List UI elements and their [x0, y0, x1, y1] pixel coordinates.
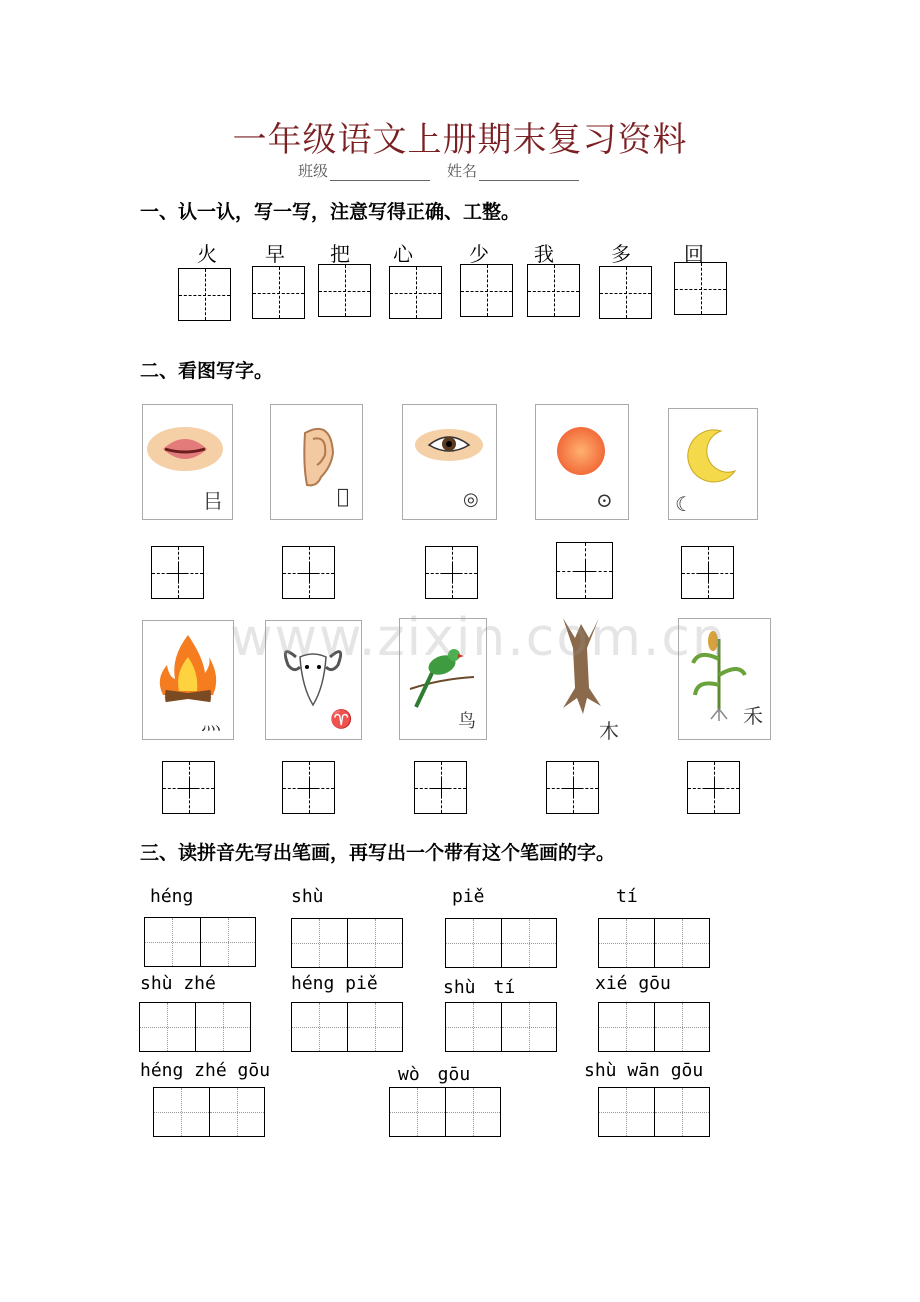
pinyin-label: héng zhé gōu — [140, 1060, 271, 1081]
section1-heading: 一、认一认，写一写，注意写得正确、工整。 — [140, 201, 521, 223]
char-5: 少 — [469, 242, 489, 266]
writing-box[interactable] — [252, 266, 305, 319]
svg-text:鸟: 鸟 — [458, 711, 476, 732]
writing-box[interactable] — [389, 266, 442, 319]
class-field — [298, 160, 430, 181]
picture-card-eye — [402, 404, 497, 520]
answer-box[interactable] — [162, 761, 215, 814]
stroke-writing-grid[interactable] — [598, 918, 710, 968]
stroke-writing-grid[interactable] — [144, 917, 256, 967]
char-2: 早 — [265, 242, 285, 266]
char-7: 多 — [611, 242, 631, 266]
writing-box[interactable] — [674, 262, 727, 315]
stroke-writing-grid[interactable] — [139, 1002, 251, 1052]
answer-box[interactable] — [282, 761, 335, 814]
svg-text:𠃎: 𠃎 — [337, 484, 350, 508]
pinyin-label: tí — [616, 886, 638, 907]
answer-box[interactable] — [151, 546, 204, 599]
char-4: 心 — [393, 242, 413, 266]
pinyin-label: shù zhé — [140, 973, 216, 994]
answer-box[interactable] — [414, 761, 467, 814]
answer-box[interactable] — [681, 546, 734, 599]
svg-text:㠯: 㠯 — [203, 489, 223, 513]
svg-text:⊙: ⊙ — [596, 488, 613, 512]
mouth-icon — [143, 405, 232, 519]
stroke-writing-grid[interactable] — [445, 918, 557, 968]
char-3: 把 — [330, 242, 350, 266]
writing-box[interactable] — [460, 264, 513, 317]
answer-box[interactable] — [546, 761, 599, 814]
pinyin-label: shù tí — [443, 977, 516, 998]
stroke-writing-grid[interactable] — [598, 1087, 710, 1137]
eye-icon — [403, 405, 496, 519]
svg-text:灬: 灬 — [201, 710, 221, 734]
pinyin-label: piě — [452, 886, 485, 907]
fire-icon — [143, 621, 233, 739]
stroke-writing-grid[interactable] — [598, 1002, 710, 1052]
moon-icon — [669, 409, 757, 519]
pinyin-label: héng — [150, 886, 194, 907]
stroke-writing-grid[interactable] — [153, 1087, 265, 1137]
answer-box[interactable] — [687, 761, 740, 814]
char-1: 火 — [197, 242, 217, 266]
page-title: 一年级语文上册期末复习资料 — [232, 120, 688, 160]
picture-card-ear — [270, 404, 363, 520]
svg-text:◎: ◎ — [463, 489, 479, 510]
pinyin-label: héng piě — [291, 973, 378, 994]
picture-card-moon — [668, 408, 758, 520]
pinyin-label: shù — [291, 886, 324, 907]
writing-box[interactable] — [599, 266, 652, 319]
pinyin-label: wò gōu — [398, 1064, 471, 1085]
svg-text:♈: ♈ — [330, 709, 353, 730]
picture-card-mouth — [142, 404, 233, 520]
answer-box[interactable] — [425, 546, 478, 599]
stroke-writing-grid[interactable] — [291, 1002, 403, 1052]
name-field — [447, 160, 579, 181]
svg-text:☾: ☾ — [675, 492, 693, 516]
answer-box[interactable] — [556, 542, 613, 599]
section2-heading: 二、看图写字。 — [140, 360, 274, 382]
name-label: 姓名 — [447, 162, 478, 180]
name-blank[interactable] — [479, 166, 579, 181]
writing-box[interactable] — [178, 268, 231, 321]
class-label: 班级 — [298, 162, 329, 180]
writing-box[interactable] — [527, 264, 580, 317]
writing-box[interactable] — [318, 264, 371, 317]
pinyin-label: shù wān gōu — [584, 1060, 704, 1081]
char-6: 我 — [534, 242, 554, 266]
section3-heading: 三、读拼音先写出笔画，再写出一个带有这个笔画的字。 — [140, 842, 616, 864]
picture-card-fire — [142, 620, 234, 740]
svg-text:禾: 禾 — [743, 704, 763, 728]
svg-text:木: 木 — [599, 719, 619, 743]
sun-icon — [536, 405, 628, 519]
stroke-writing-grid[interactable] — [445, 1002, 557, 1052]
ear-icon — [271, 405, 362, 519]
answer-box[interactable] — [282, 546, 335, 599]
stroke-writing-grid[interactable] — [389, 1087, 501, 1137]
stroke-writing-grid[interactable] — [291, 918, 403, 968]
char-8: 回 — [684, 242, 704, 266]
class-blank[interactable] — [330, 166, 430, 181]
picture-card-sun — [535, 404, 629, 520]
pinyin-label: xié gōu — [595, 973, 671, 994]
watermark: www.zixin.com.cn — [230, 608, 727, 668]
